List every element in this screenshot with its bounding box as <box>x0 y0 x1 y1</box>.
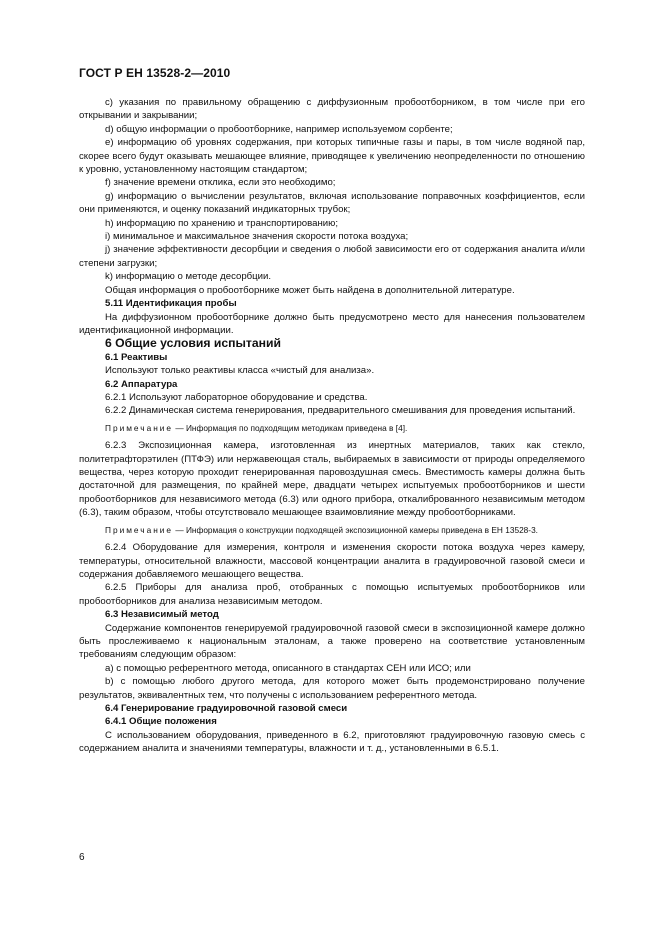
paragraph: На диффузионном пробоотборнике должно быть предусмотрено место для нанесения пользователем идентификационной информации. <box>79 311 585 336</box>
list-item-d: d) общую информации о пробоотборнике, например используемом сорбенте; <box>105 123 453 135</box>
section-heading-6-4: 6.4 Генерирование градуировочной газовой смеси <box>105 703 348 715</box>
list-item-e: е) информацию об уровнях содержания, при которых типичные газы и пары, в том числе водяной пар, скорее всего будут оказывать мешающее влияние, приводящее к увеличению неопределенности по отношению к уровню, установленному настоящим стандартом; <box>79 137 585 176</box>
document-header: ГОСТ Р ЕН 13528-2—2010 <box>79 66 231 80</box>
document-body <box>79 96 585 756</box>
list-item-j: j) значение эффективности десорбции и сведения о любой зависимости его от содержания аналита и/или степени загрузки; <box>79 244 585 269</box>
note-text: — Информация о конструкции подходящей экспозиционной камеры приведена в ЕН 13528-3. <box>175 524 538 535</box>
paragraph: Общая информация о пробоотборнике может быть найдена в дополнительной литературе. <box>105 284 515 296</box>
list-item-a: а) с помощью референтного метода, описанного в стандартах СЕН или ИСО; или <box>105 662 471 674</box>
note-text: — Информация по подходящим методикам приведена в [4]. <box>175 422 408 433</box>
list-item-c: с) указания по правильному обращению с диффузионным пробоотборником, в том числе при его открывании и закрывании; <box>79 97 585 122</box>
list-item-f: f) значение времени отклика, если это необходимо; <box>105 177 336 189</box>
list-item-k: k) информацию о методе десорбции. <box>105 271 272 283</box>
section-heading-6-2: 6.2 Аппаратура <box>105 378 178 390</box>
paragraph: 6.2.5 Приборы для анализа проб, отобранных с помощью испытуемых пробоотборников или пробоотборников для анализа независимым методом. <box>79 582 585 607</box>
section-heading-6-4-1: 6.4.1 Общие положения <box>105 716 217 728</box>
list-item-b: b) с помощью любого другого метода, для которого может быть продемонстрировано получение результатов, эквивалентных тем, что получены с использованием референтного метода. <box>79 676 585 701</box>
note <box>79 423 585 435</box>
paragraph: 6.2.2 Динамическая система генерирования, предварительного смешивания для проведения испытаний. <box>105 405 576 417</box>
paragraph: Используют только реактивы класса «чистый для анализа». <box>105 365 375 377</box>
list-item-i: i) минимальное и максимальное значения скорости потока воздуха; <box>105 231 409 243</box>
paragraph: С использованием оборудования, приведенного в 6.2, приготовляют градуировочную газовую смесь с содержанием аналита и значениями температуры, влажности и т. д., установленными в 6.5.1. <box>79 729 585 755</box>
section-heading-6-3: 6.3 Независимый метод <box>105 609 219 621</box>
note <box>79 525 585 537</box>
paragraph: 6.2.3 Экспозиционная камера, изготовленная из инертных материалов, таких как стекло, политетрафторэтилен (ПТФЭ) или нержавеющая сталь, выбираемых в зависимости от природы определяемого вещества, через которую проходит генерированная паровоздушная смесь. Вместимость камеры должна быть достаточной для размещения, по крайней мере, двадцати четырех испытуемых пробоотборников и шести пробоотборников для независимого метода (6.3) или одного прибора, откалиброванного независимым методом (6.3), таким образом, чтобы отсутствовало мешающее взаимовлияние между пробоотборниками. <box>79 440 585 519</box>
note-label: Примечание <box>105 422 174 433</box>
list-item-g: g) информацию о вычислении результатов, включая использование поправочных коэффициентов, если они применяются, и оценку показаний индикаторных трубок; <box>79 190 585 216</box>
list-item-h: h) информацию по хранению и транспортированию; <box>105 217 338 229</box>
section-heading-5-11: 5.11 Идентификация пробы <box>105 298 237 310</box>
chapter-heading-6: 6 Общие условия испытаний <box>105 336 282 351</box>
paragraph: 6.2.1 Используют лабораторное оборудование и средства. <box>105 391 368 403</box>
note-label: Примечание <box>105 524 174 535</box>
section-heading-6-1: 6.1 Реактивы <box>105 351 168 363</box>
page-number: 6 <box>79 852 85 863</box>
paragraph: 6.2.4 Оборудование для измерения, контроля и изменения скорости потока воздуха через камеру, температуры, относительной влажности, массовой концентрации аналита в градуировочной газовой смеси и содержания добавляемого мешающего вещества. <box>79 542 585 580</box>
paragraph: Содержание компонентов генерируемой градуировочной газовой смеси в экспозиционной камере должно быть прослеживаемо к национальным эталонам, а также проверено на соответствие установленным требованиям следующим образом: <box>79 622 585 661</box>
